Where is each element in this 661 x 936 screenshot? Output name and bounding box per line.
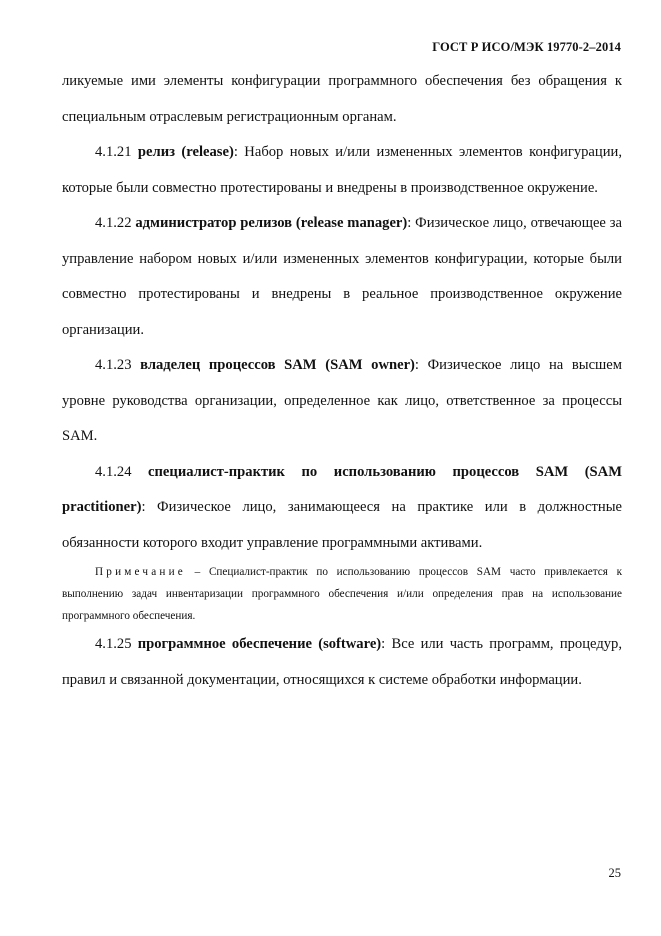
- document-body: [62, 64, 622, 698]
- term-definition: : Все или часть программ, процедур, правил и связанной документации, относящихся к системе обработки информации.: [62, 636, 622, 688]
- term-number: 4.1.22: [95, 215, 132, 231]
- term-name: программное обеспечение (software): [137, 636, 382, 652]
- term-number: 4.1.25: [95, 636, 132, 652]
- term-definition: : Физическое лицо, занимающееся на практике или в должностные обязанности которого входит управление программными активами.: [62, 499, 622, 551]
- note-label: Примечание: [95, 566, 186, 578]
- term-name: владелец процессов SAM (SAM owner): [140, 357, 415, 373]
- term-definition: : Физическое лицо на высшем уровне руководства организации, определенное как лицо, ответственное за процессы SAM.: [62, 357, 622, 444]
- term-number: 4.1.24: [95, 463, 132, 480]
- term-4-1-24: [62, 455, 622, 562]
- continuation-paragraph: ликуемые ими элементы конфигурации программного обеспечения без обращения к специальным отраслевым регистрационным органам.: [62, 73, 622, 125]
- term-definition: : Физическое лицо, отвечающее за управление набором новых и/или измененных элементов конфигурации, которые были совместно протестированы и внедрены в реальное производственное окружение организации.: [62, 215, 622, 338]
- term-definition: : Набор новых и/или измененных элементов конфигурации, которые были совместно протестированы и внедрены в производственное окружение.: [62, 144, 622, 196]
- term-name: специалист-практик по использованию процессов SAM (SAM practitioner): [62, 463, 622, 515]
- note-text: – Специалист-практик по использованию процессов SAM часто привлекается к выполнению задач инвентаризации программного обеспечения и/или определения прав на использование программного обеспечения.: [62, 566, 622, 622]
- term-4-1-23: [62, 348, 622, 455]
- term-4-1-22: [62, 206, 622, 348]
- page-header-standard: ГОСТ Р ИСО/МЭК 19770-2–2014: [432, 40, 621, 54]
- term-name: администратор релизов (release manager): [135, 215, 408, 231]
- term-name: релиз (release): [137, 144, 234, 160]
- term-number: 4.1.23: [95, 357, 132, 373]
- page-number: 25: [608, 866, 621, 880]
- term-4-1-21: [62, 135, 622, 206]
- term-4-1-25: [62, 627, 622, 698]
- note-paragraph: [62, 561, 622, 627]
- term-number: 4.1.21: [95, 144, 132, 160]
